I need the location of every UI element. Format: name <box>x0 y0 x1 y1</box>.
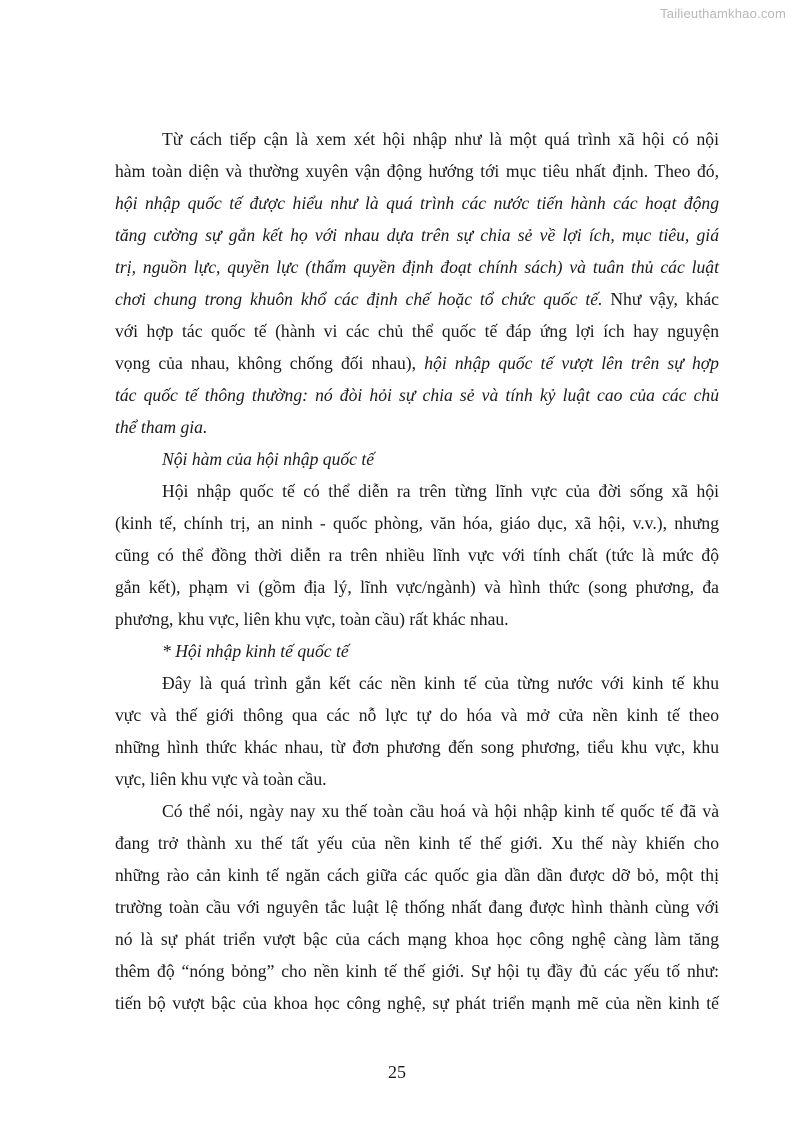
section-heading <box>115 635 719 667</box>
text: vực và thế giới thông qua các nỗ lực tự do hóa và mở cửa nền kinh tế theo <box>115 705 719 725</box>
text: vọng của nhau, không chống đối nhau), <box>115 353 425 373</box>
text-line <box>115 955 719 987</box>
text: những hình thức khác nhau, từ đơn phương đến song phương, tiểu khu vực, khu <box>115 737 719 757</box>
text-line <box>115 347 719 379</box>
italic-text: chơi chung trong khuôn khổ các định chế hoặc tổ chức quốc tế. <box>115 289 603 309</box>
text: cũng có thể đồng thời diễn ra trên nhiều lĩnh vực với tính chất (tức là mức độ <box>115 545 719 565</box>
text-line <box>115 923 719 955</box>
section-heading <box>115 443 719 475</box>
paragraph <box>115 475 719 635</box>
text-line <box>115 379 719 411</box>
text: với hợp tác quốc tế (hành vi các chủ thể quốc tế đáp ứng lợi ích hay nguyện <box>115 321 719 341</box>
heading-noi-ham: Nội hàm của hội nhập quốc tế <box>162 449 375 469</box>
italic-text: tác quốc tế thông thường: nó đòi hỏi sự chia sẻ và tính kỷ luật cao của các chủ <box>115 385 719 405</box>
text-line <box>115 603 719 635</box>
page-number: 25 <box>388 1062 406 1082</box>
text-line <box>115 859 719 891</box>
text-line <box>115 795 719 827</box>
text-line <box>115 539 719 571</box>
text: Từ cách tiếp cận là xem xét hội nhập như là một quá trình xã hội có nội <box>162 129 719 149</box>
italic-text: tăng cường sự gắn kết họ với nhau dựa trên sự chia sẻ về lợi ích, mục tiêu, giá <box>115 225 719 245</box>
text: thêm độ “nóng bỏng” cho nền kinh tế thế giới. Sự hội tụ đầy đủ các yếu tố như: <box>115 961 719 981</box>
text-line <box>115 187 719 219</box>
text: Có thể nói, ngày nay xu thế toàn cầu hoá và hội nhập kinh tế quốc tế đã và <box>162 801 719 821</box>
text-line <box>115 283 719 315</box>
page-body <box>115 123 719 1019</box>
text: Đây là quá trình gắn kết các nền kinh tế của từng nước với kinh tế khu <box>162 673 719 693</box>
italic-text: trị, nguồn lực, quyền lực (thẩm quyền định đoạt chính sách) và tuân thủ các luật <box>115 257 719 277</box>
text-line <box>115 475 719 507</box>
text-line <box>115 763 719 795</box>
text: (kinh tế, chính trị, an ninh - quốc phòng, văn hóa, giáo dục, xã hội, v.v.), nhưng <box>115 513 719 533</box>
text-line <box>115 571 719 603</box>
italic-text: thể tham gia. <box>115 417 208 437</box>
paragraph <box>115 795 719 1019</box>
text-line <box>115 891 719 923</box>
paragraph <box>115 667 719 795</box>
text: đang trở thành xu thế tất yếu của nền kinh tế thế giới. Xu thế này khiến cho <box>115 833 719 853</box>
text: Như vậy, khác <box>602 289 719 309</box>
text-line <box>115 411 719 443</box>
text-line <box>115 667 719 699</box>
text-line <box>115 699 719 731</box>
text: phương, khu vực, liên khu vực, toàn cầu) rất khác nhau. <box>115 609 509 629</box>
text: Hội nhập quốc tế có thể diễn ra trên từng lĩnh vực của đời sống xã hội <box>162 481 719 501</box>
text: hàm toàn diện và thường xuyên vận động hướng tới mục tiêu nhất định. Theo đó, <box>115 161 719 181</box>
text-line <box>115 507 719 539</box>
text-line <box>115 987 719 1019</box>
text-line <box>115 315 719 347</box>
heading-hoi-nhap-kinh-te: * Hội nhập kinh tế quốc tế <box>162 641 349 661</box>
text-line <box>115 123 719 155</box>
text: nó là sự phát triển vượt bậc của cách mạng khoa học công nghệ càng làm tăng <box>115 929 719 949</box>
text: vực, liên khu vực và toàn cầu. <box>115 769 327 789</box>
text: tiến bộ vượt bậc của khoa học công nghệ, sự phát triển mạnh mẽ của nền kinh tế <box>115 993 719 1013</box>
italic-text: hội nhập quốc tế vượt lên trên sự hợp <box>424 353 719 373</box>
text: trường toàn cầu với nguyên tắc luật lệ thống nhất đang được hình thành cùng với <box>115 897 719 917</box>
italic-text: hội nhập quốc tế được hiểu như là quá trình các nước tiến hành các hoạt động <box>115 193 719 213</box>
text: những rào cản kinh tế ngăn cách giữa các quốc gia dần dần được dỡ bỏ, một thị <box>115 865 719 885</box>
text-line <box>115 251 719 283</box>
text: gắn kết), phạm vi (gồm địa lý, lĩnh vực/ngành) và hình thức (song phương, đa <box>115 577 719 597</box>
text-line <box>115 219 719 251</box>
paragraph <box>115 123 719 443</box>
watermark: Tailieuthamkhao.com <box>660 6 786 21</box>
text-line <box>115 827 719 859</box>
text-line <box>115 731 719 763</box>
text-line <box>115 155 719 187</box>
